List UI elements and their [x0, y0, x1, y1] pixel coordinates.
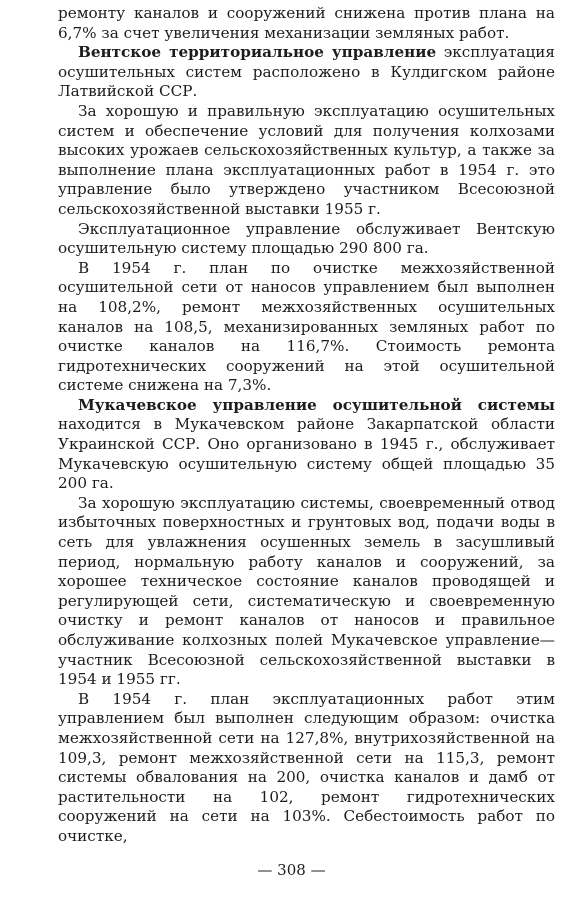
paragraph-text: В 1954 г. план эксплуатационных работ этим управлением был выполнен следующим образом: очистка межхозяйственной сети на 127,8%, внутрихозяйственной на 109,3, ремонт межхозяйственной сети на 115,3, ремонт системы обвалования на 200, очистка каналов и дамб от растительности на 102, ремонт гидротехнических сооружений на сети на 103%. Себестоимость работ по очистке, — [58, 689, 555, 845]
paragraph-text: ремонту каналов и сооружений снижена против плана на 6,7% за счет увеличения механизации земляных работ. — [58, 4, 555, 42]
paragraph — [58, 43, 555, 102]
paragraph-text: Эксплуатационное управление обслуживает Вентскую осушительную систему площадью 290 800 га. — [58, 219, 555, 258]
paragraph — [58, 494, 555, 690]
paragraph-text: В 1954 г. план по очистке межхозяйственной осушительной сети от наносов управлением был выполнен на 108,2%, ремонт межхозяйственных осушительных каналов на 108,5, механизированных земляных работ по очистке каналов на 116,7%. Стоимость ремонта гидротехнических сооружений на этой осушительной системе снижена на 7,3%. — [58, 258, 555, 395]
paragraph — [58, 690, 555, 847]
paragraph-text: находится в Мукачевском районе Закарпатской области Украинской ССР. Оно организовано в 1945 г., обслуживает Мукачевскую осушительную систему общей площадью 35 200 га. — [58, 415, 555, 493]
section-heading: Мукачевское управление осушительной системы — [78, 395, 555, 414]
paragraph — [58, 4, 555, 43]
document-page — [58, 4, 555, 847]
paragraph-text: эксплуатация осушительных систем расположено в Кулдигском районе Латвийской ССР. — [58, 43, 555, 101]
paragraph — [58, 259, 555, 396]
paragraph — [58, 396, 555, 494]
paragraph — [58, 102, 555, 220]
section-heading: Вентское территориальное управление — [78, 43, 437, 62]
paragraph-text: За хорошую эксплуатацию системы, своевременный отвод избыточных поверхностных и грунтовых вод, подачи воды в сеть для увлажнения осушенных земель в засушливый период, нормальную работу каналов и сооружений, за хорошее техническое состояние каналов проводящей и регулирующей сети, систематическую и своевременную очистку и ремонт каналов от наносов и правильное обслуживание колхозных полей Мукачевское управление— участник Всесоюзной сельскохозяйственной выставки в 1954 и 1955 гг. — [58, 493, 555, 689]
paragraph — [58, 220, 555, 259]
page-number: — 308 — — [257, 861, 326, 879]
paragraph-text: За хорошую и правильную эксплуатацию осушительных систем и обеспечение условий для получения колхозами высоких урожаев сельскохозяйственных культур, а также за выполнение плана эксплуатационных работ в 1954 г. это управление было утверждено участником Всесоюзной сельскохозяйственной выставки 1955 г. — [58, 101, 555, 218]
